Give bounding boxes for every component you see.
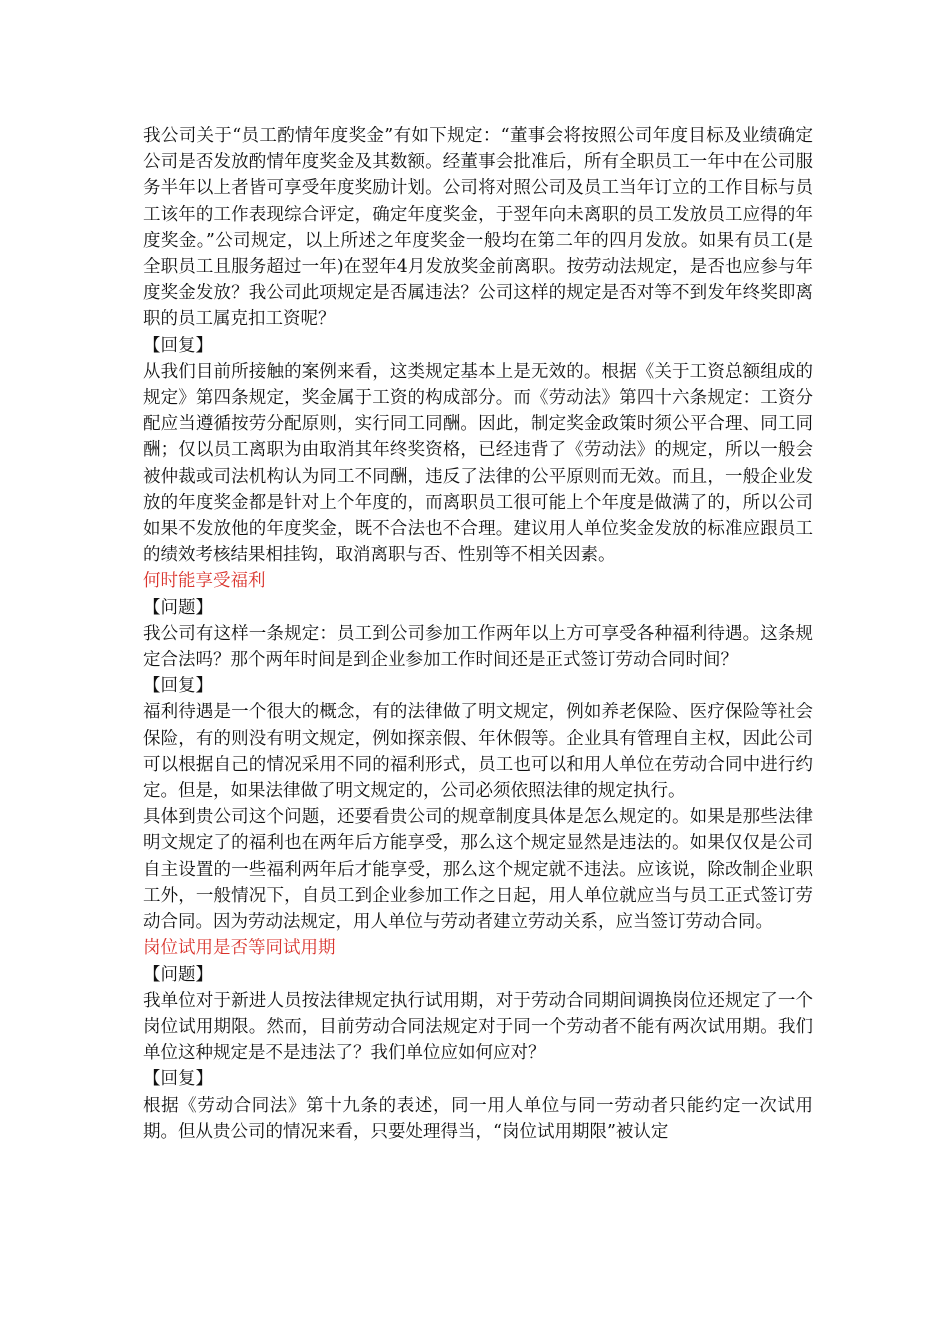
probation-answer-text: 根据《劳动合同法》第十九条的表述，同一用人单位与同一劳动者只能约定一次试用期。但从贵公司的情况来看，只要处理得当，“岗位试用期限”被认定 (143, 1095, 813, 1142)
welfare-answer-paragraph-2: 具体到贵公司这个问题，还要看贵公司的规章制度具体是怎么规定的。如果是那些法律明文规定了的福利也在两年后方能享受，那么这个规定显然是违法的。如果仅仅是公司自主设置的一些福利两年后才能享受，那么这个规定就不违法。应该说，除改制企业职工外，一般情况下，自员工到企业参加工作之日起，用人单位就应当与员工正式签订劳动合同。因为劳动法规定，用人单位与劳动者建立劳动关系，应当签订劳动合同。 (143, 807, 813, 933)
probation-answer-label: 【回复】 (143, 1069, 213, 1090)
bonus-question-text: 我公司关于“员工酌情年度奖金”有如下规定：“董事会将按照公司年度目标及业绩确定公司是否发放酌情年度奖金及其数额。经董事会批准后，所有全职员工一年中在公司服务半年以上者皆可享受年度奖励计划。公司将对照公司及员工当年订立的工作目标与员工该年的工作表现综合评定，确定年度奖金，于翌年向未离职的员工发放员工应得的年度奖金。”公司规定，以上所述之年度奖金一般均在第二年的四月发放。如果有员工(是全职员工且服务超过一年)在翌年4月发放奖金前离职。按劳动法规定，是否也应参与年度奖金发放？我公司此项规定是否属违法？公司这样的规定是否对等不到发年终奖即离职的员工属克扣工资呢？ (143, 126, 813, 330)
probation-question-text: 我单位对于新进人员按法律规定执行试用期，对于劳动合同期间调换岗位还规定了一个岗位试用期限。然而，目前劳动合同法规定对于同一个劳动者不能有两次试用期。我们单位这种规定是不是违法了？我们单位应如何应对？ (143, 990, 813, 1064)
document-body (143, 123, 813, 1145)
probation-question-label: 【问题】 (143, 964, 213, 985)
welfare-section-title: 何时能享受福利 (143, 571, 266, 592)
welfare-answer-paragraph-1: 福利待遇是一个很大的概念，有的法律做了明文规定，例如养老保险、医疗保险等社会保险，有的则没有明文规定，例如探亲假、年休假等。企业具有管理自主权，因此公司可以根据自己的情况采用不同的福利形式，员工也可以和用人单位在劳动合同中进行约定。但是，如果法律做了明文规定的，公司必须依照法律的规定执行。 (143, 702, 813, 802)
bonus-answer-text: 从我们目前所接触的案例来看，这类规定基本上是无效的。根据《关于工资总额组成的规定》第四条规定，奖金属于工资的构成部分。而《劳动法》第四十六条规定：工资分配应当遵循按劳分配原则，实行同工同酬。因此，制定奖金政策时须公平合理、同工同酬；仅以员工离职为由取消其年终奖资格，已经违背了《劳动法》的规定，所以一般会被仲裁或司法机构认为同工不同酬，违反了法律的公平原则而无效。而且，一般企业发放的年度奖金都是针对上个年度的，而离职员工很可能上个年度是做满了的，所以公司如果不发放他的年度奖金，既不合法也不合理。建议用人单位奖金发放的标准应跟员工的绩效考核结果相挂钩，取消离职与否、性别等不相关因素。 (143, 361, 813, 566)
welfare-question-text: 我公司有这样一条规定：员工到公司参加工作两年以上方可享受各种福利待遇。这条规定合法吗？那个两年时间是到企业参加工作时间还是正式签订劳动合同时间？ (143, 623, 813, 671)
bonus-answer-label: 【回复】 (143, 335, 213, 356)
welfare-answer-label: 【回复】 (143, 676, 213, 697)
probation-section-title: 岗位试用是否等同试用期 (143, 938, 336, 959)
welfare-question-label: 【问题】 (143, 597, 213, 618)
